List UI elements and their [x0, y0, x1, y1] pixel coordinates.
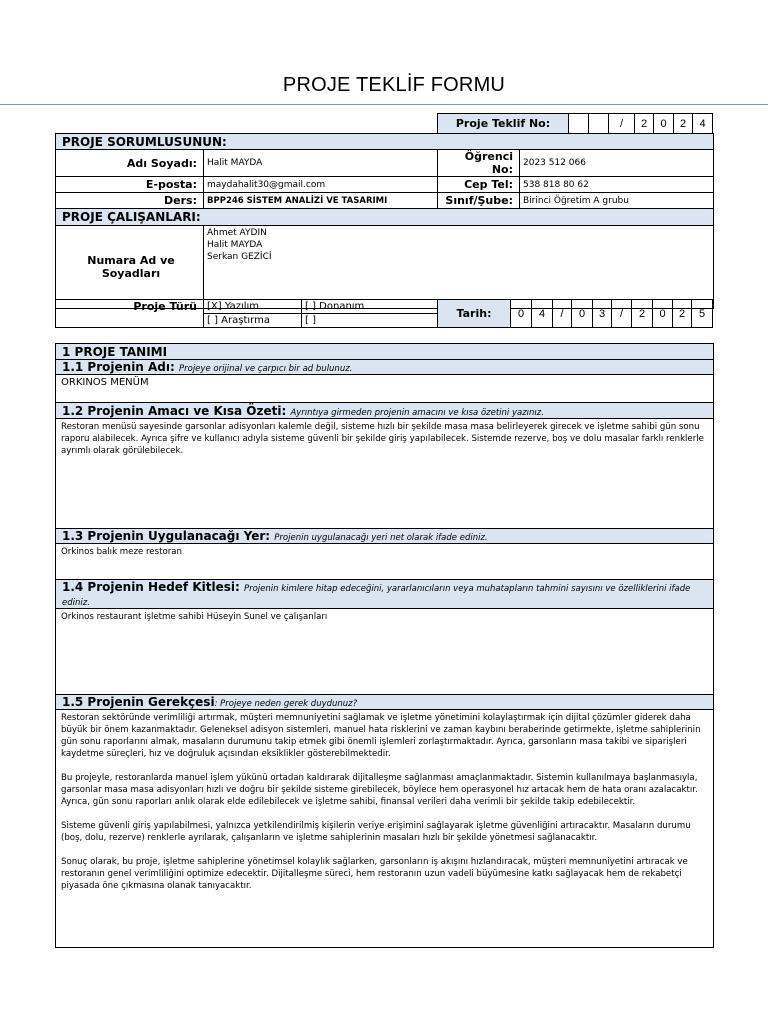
tarih-table [437, 299, 713, 328]
ders-value[interactable]: BPP246 SİSTEM ANALİZİ VE TASARIMI [204, 193, 438, 209]
adi-value[interactable]: Halit MAYDA [204, 150, 438, 177]
sorumlu-table [55, 133, 714, 309]
s14-title: 1.4 Projenin Hedef Kitlesi: [62, 580, 240, 594]
form-title: PROJE TEKLİF FORMU [282, 74, 506, 96]
donanim-checkbox[interactable]: [ ] Donanım [302, 300, 439, 314]
s13-title: 1.3 Projenin Uygulanacağı Yer: [62, 529, 271, 543]
cep-value[interactable]: 538 818 80 62 [520, 177, 714, 193]
sinif-value[interactable]: Birinci Öğretim A grubu [520, 193, 714, 209]
s15-hint: : Projeye neden gerek duydunuz? [214, 699, 358, 709]
diger-checkbox[interactable]: [ ] [302, 314, 439, 328]
member: Serkan GEZİCİ [207, 252, 272, 262]
calisanlar-header: PROJE ÇALIŞANLARI: [56, 209, 714, 226]
tarih-digit[interactable]: 0 [511, 300, 532, 328]
s15-body[interactable]: Restoran sektöründe verimliliği artırmak, müşteri memnuniyetini sağlamak ve işletme yönetimini kolaylaştırmak için dijital çözümler giderek daha büyük bir önem kazanmaktadır. Geleneksel adisyon sistemleri, manuel hata risklerini ve zaman kaybını beraberinde getirmekte, işletme sahiplerinin gün sonu raporlarını almak, masaların durumunu takip etmek gibi önemli işlemleri zorlaştırmaktadır. Ayrıca, garsonların masa takibi ve siparişleri kaydetme süreçleri, hız ve doğruluk açısından eksiklikler gösterebilmektedir. Bu projeyle, restoranlarda manuel işlem yükünü ortadan kaldırarak dijitalleşme sağlanması amaçlanmaktadır. Sistemin kullanılmaya başlanmasıyla, garsonlar masa masa adisyonları hızlı ve doğru bir şekilde sisteme girebilecek, böylece hem operasyonel hız artacak hem de hata oranı azalacaktır. Ayrıca, gün sonu raporları anlık olarak elde edilebilecek ve işletme sahibi, finansal verileri daha verimli bir şekilde takip edebilecektir. Sisteme güvenli giriş yapılabilmesi, yalnızca yetkilendirilmiş kişilerin veriye erişimini sağlayarak işletme güvenliğini artıracaktır. Masaların durumu (boş, dolu, rezerve) renklerle ayrılarak, çalışanların ve işletme sahiplerinin masaları hızlı bir şekilde yönetmesi sağlanacaktır. Sonuç olarak, bu proje, işletme sahiplerine yönetimsel kolaylık sağlarken, garsonların iş akışını hızlandıracak, müşteri memnuniyetini artıracak ve restoranın genel verimliliğini optimize edecektir. Dijitalleşme süreci, hem restoranın uzun vadeli büyümesine katkı sağlayacak hem de rekabetçi piyasada öne çıkmasına olanak tanıyacaktır. [56, 710, 714, 948]
s14-body[interactable]: Orkinos restaurant işletme sahibi Hüseyin Sunel ve çalışanları [56, 609, 714, 695]
ogrenci-value[interactable]: 2023 512 066 [520, 150, 714, 177]
s12-body[interactable]: Restoran menüsü sayesinde garsonlar adisyonları kalemle değil, sisteme hızlı bir şekilde masa masa belirleyerek girecek ve işletme sahibi gün sonu raporu alabilecek. Ayrıca şifre ve kullanıcı adıyla sisteme güvenli bir şekilde giriş yapılabilecek. Sistemde rezerve, boş ve dolu masalar farklı renklerle ayrımlı olarak görülebilecek. [56, 419, 714, 529]
s12-hint: Ayrıntıya girmeden projenin amacını ve kısa özetini yazınız. [290, 407, 544, 418]
ogrenci-label: Öğrenci No: [438, 150, 520, 177]
teklif-no-table [437, 113, 713, 134]
member: Ahmet AYDIN [207, 228, 267, 238]
tanim-header: 1 PROJE TANIMI [56, 344, 714, 360]
eposta-value[interactable]: maydahalit30@gmail.com [204, 177, 438, 193]
sinif-label: Sınıf/Şube: [438, 193, 520, 209]
teklif-digit[interactable]: 2 [635, 114, 654, 134]
calisanlar-list[interactable] [204, 226, 714, 309]
tur-table [55, 299, 439, 328]
s13-hint: Projenin uygulanacağı yeri net olarak ifade ediniz. [274, 533, 488, 543]
s12-title: 1.2 Projenin Amacı ve Kısa Özeti: [62, 403, 287, 418]
tarih-digit[interactable]: 3 [593, 300, 612, 328]
tarih-digit[interactable]: / [612, 300, 632, 328]
tarih-label: Tarih: [438, 300, 511, 328]
tarih-digit[interactable]: 5 [692, 300, 713, 328]
arastirma-checkbox[interactable]: [ ] Araştırma [204, 314, 302, 328]
s15-title: 1.5 Projenin Gerekçesi [62, 695, 215, 709]
tarih-digit[interactable]: 2 [673, 300, 692, 328]
teklif-digit[interactable]: 4 [693, 114, 713, 134]
s11-title: 1.1 Projenin Adı: [62, 360, 175, 374]
tarih-digit[interactable]: 0 [572, 300, 593, 328]
adi-label: Adı Soyadı: [56, 150, 204, 177]
s14-hint: Projenin kimlere hitap edeceğini, yararlanıcıların veya muhatapların tahmini sayısını ve özelliklerini ifade ediniz. [62, 584, 691, 608]
teklif-digit[interactable]: / [609, 114, 635, 134]
s13-body[interactable]: Orkinos balık meze restoran [56, 544, 714, 580]
teklif-digit[interactable] [569, 114, 589, 134]
tarih-digit[interactable]: / [553, 300, 572, 328]
s11-heading [56, 360, 714, 375]
s13-heading [56, 529, 714, 544]
teklif-no-label: Proje Teklif No: [438, 114, 569, 134]
s12-heading [56, 403, 714, 419]
cep-label: Cep Tel: [438, 177, 520, 193]
member: Halit MAYDA [207, 240, 263, 250]
tanim-table [55, 343, 714, 948]
s15-heading [56, 695, 714, 710]
s14-heading [56, 580, 714, 609]
s11-hint: Projeye orijinal ve çarpıcı bir ad bulunuz. [179, 364, 353, 374]
ders-label: Ders: [56, 193, 204, 209]
sorumlu-header: PROJE SORUMLUSUNUN: [56, 134, 714, 150]
s11-body[interactable]: ORKINOS MENÜM [56, 375, 714, 403]
tarih-digit[interactable]: 2 [632, 300, 653, 328]
tur-label: Proje Türü [56, 300, 204, 328]
teklif-digit[interactable]: 0 [654, 114, 674, 134]
teklif-digit[interactable]: 2 [674, 114, 693, 134]
calisanlar-label: Numara Ad ve Soyadları [56, 226, 204, 309]
eposta-label: E-posta: [56, 177, 204, 193]
tarih-digit[interactable]: 4 [532, 300, 553, 328]
yazilim-checkbox[interactable]: [X] Yazılım [204, 300, 302, 314]
teklif-digit[interactable] [589, 114, 609, 134]
title-rule [0, 104, 768, 105]
tarih-digit[interactable]: 0 [653, 300, 673, 328]
